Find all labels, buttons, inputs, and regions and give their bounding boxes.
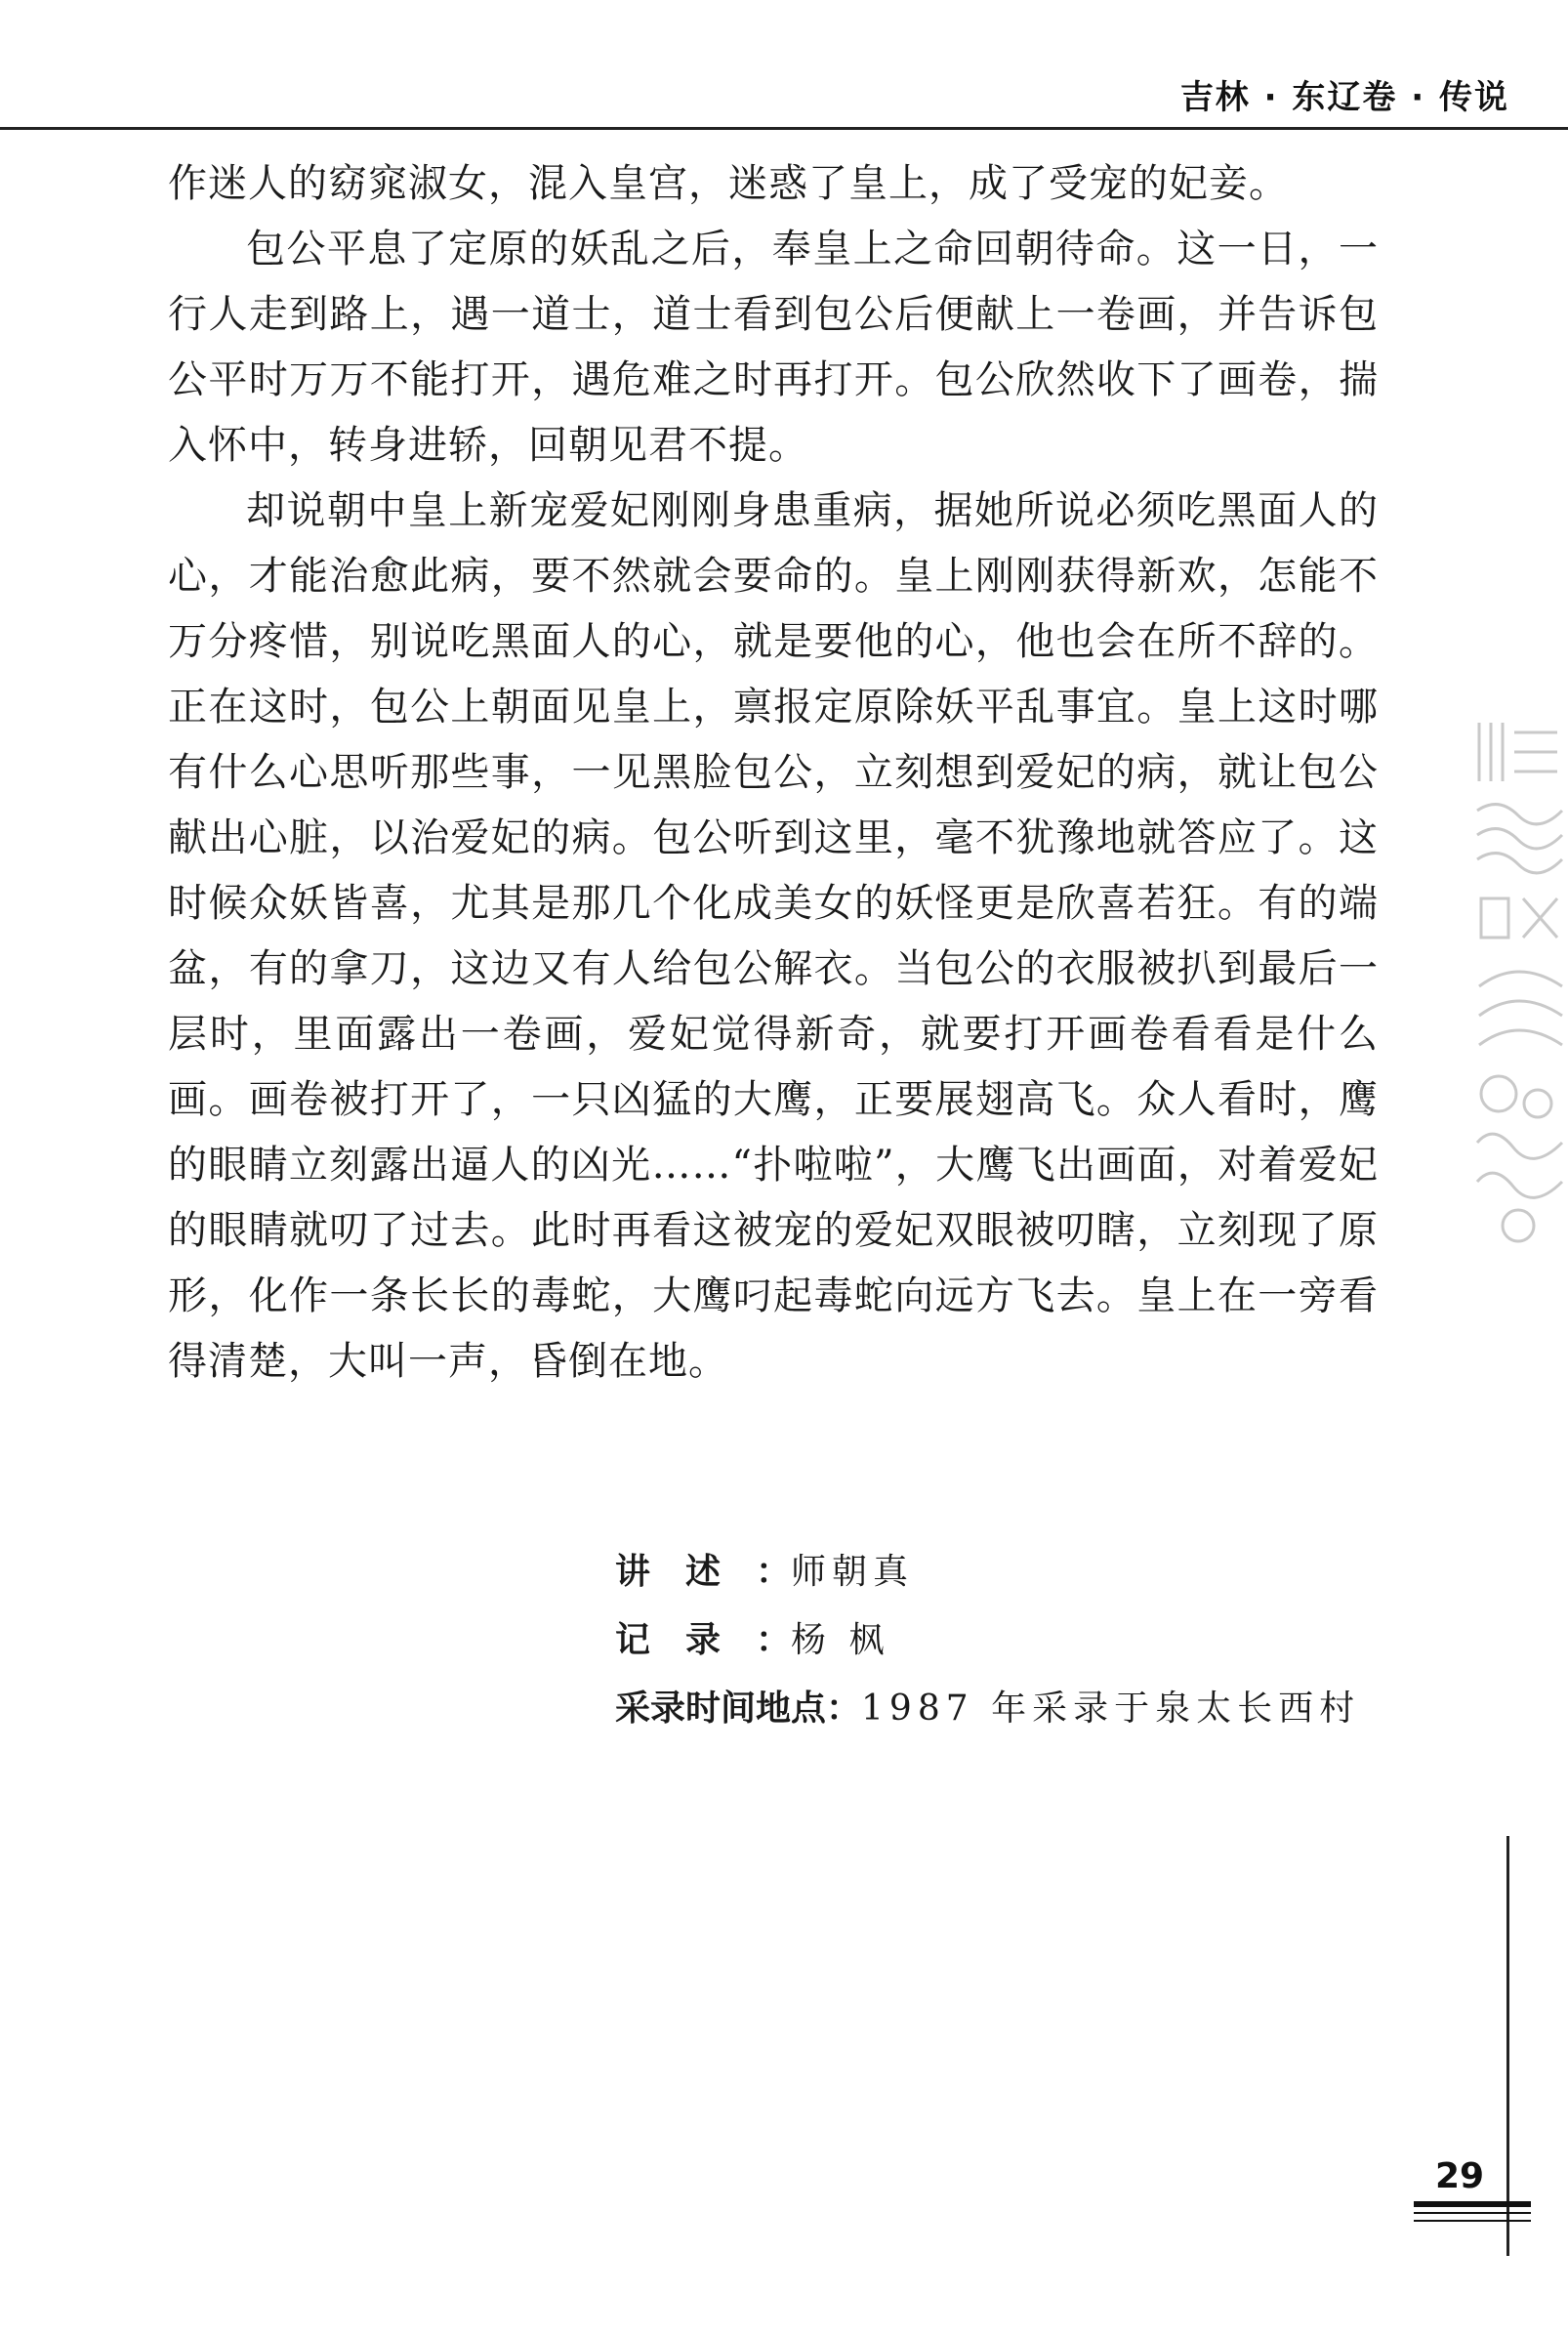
credits-block — [615, 1538, 1360, 1743]
narrator-name: 师朝真 — [791, 1552, 915, 1592]
page-number-rule-thick — [1414, 2201, 1531, 2207]
paragraph: 却说朝中皇上新宠爱妃刚刚身患重病，据她所说必须吃黑面人的心，才能治愈此病，要不然就会要命的。皇上刚刚获得新欢，怎能不万分疼惜，别说吃黑面人的心，就是要他的心，他也会在所不辞的。正在这时，包公上朝面见皇上，禀报定原除妖平乱事宜。皇上这时哪有什么心思听那些事，一见黑脸包公，立刻想到爱妃的病，就让包公献出心脏，以治爱妃的病。包公听到这里，毫不犹豫地就答应了。这时候众妖皆喜，尤其是那几个化成美女的妖怪更是欣喜若狂。有的端盆，有的拿刀，这边又有人给包公解衣。当包公的衣服被扒到最后一层时，里面露出一卷画，爱妃觉得新奇，就要打开画卷看看是什么画。画卷被打开了，一只凶猛的大鹰，正要展翅高飞。众人看时，鹰的眼睛立刻露出逼人的凶光……“扑啦啦”，大鹰飞出画面，对着爱妃的眼睛就叨了过去。此时再看这被宠的爱妃双眼被叨瞎，立刻现了原形，化作一条长长的毒蛇，大鹰叼起毒蛇向远方飞去。皇上在一旁看得清楚，大叫一声，昏倒在地。 — [168, 488, 1379, 1384]
page-number-rule-thin — [1414, 2212, 1531, 2214]
narrator-label: 讲述： — [615, 1552, 791, 1592]
paragraph-continuation: 作迷人的窈窕淑女，混入皇宫，迷惑了皇上，成了受宠的妃妾。 — [168, 161, 1289, 206]
header-title: 吉林 · 东辽卷 · 传说 — [1179, 78, 1509, 117]
credit-narrator — [615, 1538, 1360, 1606]
running-header — [0, 0, 1568, 137]
credit-time-place — [615, 1675, 1360, 1743]
credit-recorder — [615, 1606, 1360, 1675]
paragraph: 包公平息了定原的妖乱之后，奉皇上之命回朝待命。这一日，一行人走到路上，遇一道士，道士看到包公后便献上一卷画，并告诉包公平时万万不能打开，遇危难之时再打开。包公欣然收下了画卷，揣入怀中，转身进轿，回朝见君不提。 — [168, 227, 1379, 468]
header-rule — [0, 127, 1568, 130]
page-number-rule-thin — [1414, 2220, 1531, 2222]
margin-rule — [1506, 1836, 1509, 2256]
recorder-name: 杨 枫 — [791, 1620, 890, 1660]
recorder-label: 记录： — [615, 1620, 791, 1660]
side-ornament-decoration — [1469, 703, 1568, 1250]
time-place-label: 采录时间地点： — [615, 1689, 862, 1729]
time-place-value: 1987 年采录于泉太长西村 — [861, 1689, 1361, 1729]
story-body — [168, 151, 1379, 1395]
page-number: 29 — [1435, 2156, 1485, 2196]
